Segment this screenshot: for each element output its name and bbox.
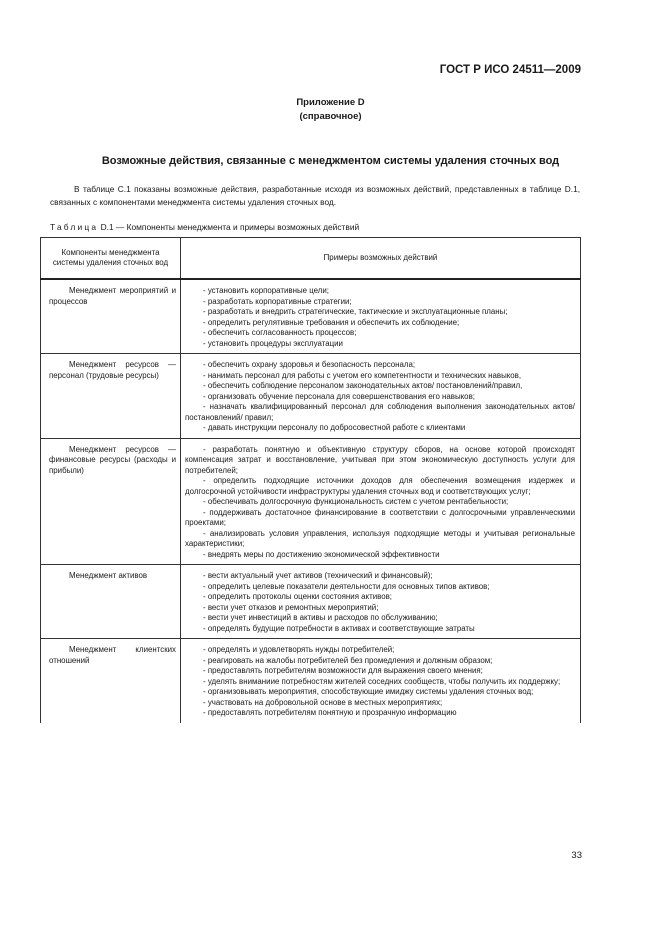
table-caption-prefix: Таблица: [50, 222, 99, 232]
table-row: [41, 354, 581, 439]
action-item: - реагировать на жалобы потребителей без промедления и должным образом;: [203, 655, 493, 665]
action-item: - разработать и внедрить стратегические, тактические и эксплуатационные планы;: [203, 307, 508, 316]
action-item: - обеспечить соблюдение персоналом законодательных актов/ постановлений/правил,: [203, 381, 523, 390]
appendix-label: Приложение D: [296, 97, 365, 108]
actions-cell: [181, 639, 581, 723]
action-item: - разработать понятную и объективную структуру сборов, на основе которой происходят компенсация затрат и восстановление, учитывая при этом экономическую доступность услуги для потребителей;: [185, 444, 575, 475]
table-row: [41, 279, 581, 354]
component-cell: [41, 565, 181, 639]
action-item: - обеспечить охрану здоровья и безопасность персонала;: [203, 360, 416, 369]
action-item: - определять и удовлетворять нужды потребителей;: [203, 645, 395, 654]
action-item: - участвовать на добровольной основе в местных мероприятиях;: [203, 697, 443, 707]
actions-cell: [181, 565, 581, 639]
action-item: - вести учет инвестиций в активы и расходов по обслуживанию;: [203, 613, 438, 622]
action-item: - обеспечить согласованность процессов;: [203, 328, 357, 337]
action-item: - определить подходящие источники доходов для обеспечения возмещения издержек и долгосрочной устойчивости инфраструктуры удаления сточных вод и соответствующих услуг;: [185, 476, 575, 496]
component-cell: [41, 438, 181, 565]
action-item: - определить протоколы оценки состояния активов;: [203, 592, 392, 601]
components-table: [40, 237, 581, 723]
table-row: [41, 438, 581, 565]
intro-paragraph: В таблице С.1 показаны возможные действия, разработанные исходя из возможных действий, представленных в таблице D.1, связанных с компонентами менеджмента системы удаления сточных вод.: [50, 184, 580, 207]
actions-cell: [181, 354, 581, 439]
component-cell: [41, 354, 181, 439]
action-item: - определить регулятивные требования и обеспечить их соблюдение;: [203, 317, 460, 327]
header-actions: Примеры возможных действий: [181, 238, 581, 280]
action-item: - давать инструкции персоналу по добросовестной работе с клиентами: [203, 423, 466, 432]
component-text: Менеджмент ресурсов — финансовые ресурсы (расходы и прибыли): [49, 444, 176, 475]
action-item: - организовывать мероприятия, способствующие имиджу системы удаления сточных вод;: [203, 687, 534, 696]
table-header-row: [41, 238, 581, 280]
action-item: - поддерживать достаточное финансирование в соответствии с долгосрочными управленческими проектами;: [185, 507, 575, 527]
appendix-heading: [0, 96, 661, 124]
component-text: Менеджмент активов: [69, 571, 148, 580]
component-text: Менеджмент клиентских отношений: [49, 645, 176, 665]
header-components: Компоненты менеджмента системы удаления сточных вод: [41, 238, 181, 280]
document-code: ГОСТ Р ИСО 24511—2009: [439, 64, 581, 76]
component-cell: [41, 279, 181, 354]
action-item: - внедрять меры по достижению экономической эффективности: [203, 549, 440, 559]
table-caption: [50, 222, 359, 232]
component-cell: [41, 639, 181, 723]
action-item: - установить корпоративные цели;: [203, 286, 329, 295]
action-item: - вести актуальный учет активов (технический и финансовый);: [203, 571, 433, 580]
appendix-note: (справочное): [299, 111, 362, 122]
action-item: - определять будущие потребности в активах и соответствующие затраты: [203, 623, 475, 633]
actions-cell: [181, 438, 581, 565]
action-item: - предоставлять потребителям возможности для выражения своего мнения;: [203, 666, 483, 675]
action-item: - нанимать персонал для работы с учетом его компетентности и технических навыков,: [203, 370, 522, 380]
table-caption-text: D.1 — Компоненты менеджмента и примеры возможных действий: [98, 222, 360, 232]
action-item: - предоставлять потребителям понятную и прозрачную информацию: [203, 708, 457, 717]
component-text: Менеджмент ресурсов — персонал (трудовые ресурсы): [49, 360, 176, 380]
action-item: - обеспечивать долгосрочную функциональность систем с учетом рентабельности;: [203, 497, 509, 506]
action-item: - назначать квалифицированный персонал для соблюдения выполнения законодательных актов/ постановлений/ правил;: [185, 402, 575, 422]
actions-cell: [181, 279, 581, 354]
action-item: - вести учет отказов и ремонтных мероприятий;: [203, 602, 379, 612]
action-item: - разработать корпоративные стратегии;: [203, 296, 352, 306]
table-row: [41, 639, 581, 723]
action-item: - уделять вниманиие потребностям жителей соседних сообществ, чтобы получить их поддержку;: [203, 676, 561, 686]
page-number: 33: [571, 850, 582, 861]
action-item: - определить целевые показатели деятельности для основных типов активов;: [203, 581, 490, 591]
action-item: - анализировать условия управления, используя подходящие методы и учитывая региональные характеристики;: [185, 528, 575, 548]
table-row: [41, 565, 581, 639]
section-title: Возможные действия, связанные с менеджментом системы удаления сточных вод: [101, 155, 560, 167]
action-item: - организовать обучение персонала для совершенствования его навыков;: [203, 391, 475, 401]
component-text: Менеджмент мероприятий и процессов: [49, 286, 176, 306]
action-item: - установить процедуры эксплуатации: [203, 338, 343, 348]
